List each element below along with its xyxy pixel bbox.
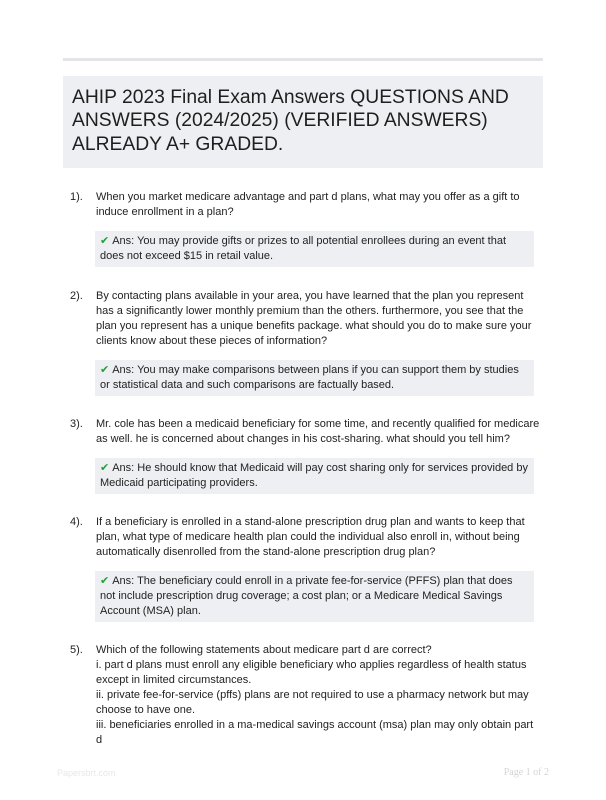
- answer-box: [95, 571, 534, 622]
- question-text: When you market medicare advantage and part d plans, what may you offer as a gift to induce enrollment in a plan?: [96, 191, 520, 218]
- top-divider: [63, 58, 543, 61]
- answer-box: [95, 231, 534, 267]
- check-icon: ✔: [100, 364, 110, 376]
- answer-text: Ans: The beneficiary could enroll in a private fee-for-service (PFFS) plan that does not include prescription drug coverage; a cost plan; or a Medicare Medical Savings Account (MSA) plan.: [100, 575, 513, 617]
- footer-watermark: Papersbrt.com: [57, 768, 116, 778]
- check-icon: ✔: [100, 575, 110, 587]
- title-banner: [63, 76, 543, 168]
- question-text: Mr. cole has been a medicaid beneficiary for some time, and recently qualified for medicare as well. he is concerned about changes in his cost-sharing. what should you tell him?: [96, 418, 540, 445]
- question-text: [96, 643, 540, 748]
- answer-box: [95, 458, 534, 494]
- question-number: 1).: [70, 191, 83, 203]
- answer-text: Ans: You may provide gifts or prizes to all potential enrollees during an event that does not exceed $15 in retail value.: [100, 235, 507, 262]
- question-number: 3).: [70, 418, 83, 430]
- check-icon: ✔: [100, 235, 110, 247]
- page-title: AHIP 2023 Final Exam Answers QUESTIONS AND ANSWERS (2024/2025) (VERIFIED ANSWERS) ALREADY A+ GRADED.: [72, 87, 509, 155]
- question-line: ii. private fee-for-service (pffs) plans are not required to use a pharmacy network but may choose to have one.: [96, 689, 529, 716]
- page-number: Page 1 of 2: [503, 767, 549, 778]
- question-line: i. part d plans must enroll any eligible beneficiary who applies regardless of health status except in limited circumstances.: [96, 659, 527, 686]
- question-text: By contacting plans available in your area, you have learned that the plan you represent has a significantly lower monthly premium than the others. furthermore, you see that the plan you represent has a unique benefits package. what should you do to make sure your clients know about these pieces of information?: [96, 290, 532, 347]
- answer-text: Ans: You may make comparisons between plans if you can support them by studies or statistical data and such comparisons are factually based.: [100, 364, 519, 391]
- question-text: If a beneficiary is enrolled in a stand-alone prescription drug plan and wants to keep that plan, what type of medicare health plan could the individual also enroll in, without being automatically disenrolled from the stand-alone prescription drug plan?: [96, 516, 525, 558]
- question-number: 4).: [70, 516, 83, 528]
- question-line: iii. beneficiaries enrolled in a ma-medical savings account (msa) plan may only obtain part d: [96, 719, 534, 746]
- check-icon: ✔: [100, 462, 110, 474]
- question-number: 2).: [70, 290, 83, 302]
- question-line: Which of the following statements about medicare part d are correct?: [96, 644, 432, 656]
- question-number: 5).: [70, 644, 83, 656]
- answer-text: Ans: He should know that Medicaid will pay cost sharing only for services provided by Medicaid participating providers.: [100, 462, 528, 489]
- answer-box: [95, 360, 534, 396]
